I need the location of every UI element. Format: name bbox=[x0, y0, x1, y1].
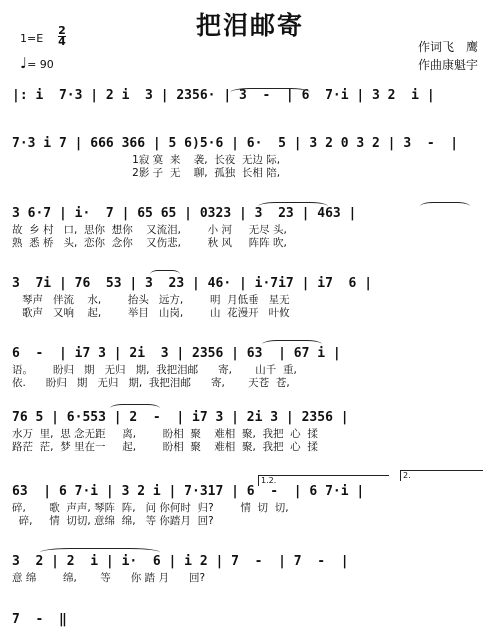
slur-6 bbox=[110, 404, 160, 413]
score-line-8 bbox=[12, 554, 490, 585]
lyric-3a: 故 乡 村 口, 思你 想你 又流泪, 小 河 无尽 头, bbox=[12, 224, 287, 236]
tempo-mark bbox=[20, 54, 54, 72]
key-label: 1=E bbox=[20, 32, 44, 45]
slur-3 bbox=[420, 202, 470, 211]
composer-credit: 作曲康魁宇 bbox=[417, 58, 478, 72]
time-bottom: 4 bbox=[58, 35, 66, 48]
score-line-7 bbox=[12, 484, 490, 528]
lyric-5a: 语。 盼归 期 无归 期, 我把泪邮 寄, 山千 重, bbox=[12, 364, 297, 376]
slur-7 bbox=[40, 548, 160, 557]
slur-5 bbox=[262, 340, 322, 349]
lyric-6b: 路茫 茫, 梦 里在一 起, 盼相 聚 难相 聚, 我把 心 揉 bbox=[12, 441, 318, 453]
notes-line-2: 7·3 i 7 | 666 366 | 5 6)5·6 | 6· 5 | 3 2 0 3 2 | 3 - | bbox=[12, 136, 459, 151]
tempo-value: = 90 bbox=[27, 58, 54, 71]
score-line-2 bbox=[12, 136, 490, 180]
lyric-2a: 1寂 寞 来 袭, 长夜 无边 际, bbox=[12, 154, 281, 166]
lyric-7b: 碎, 情 切切, 意绵 绵, 等 你踏月 回? bbox=[12, 515, 214, 527]
score-line-4 bbox=[12, 276, 490, 320]
time-signature bbox=[58, 26, 66, 47]
slur-1 bbox=[230, 88, 310, 97]
slur-4 bbox=[150, 270, 180, 279]
score-line-5 bbox=[12, 346, 490, 390]
notes-line-5: 6 - | i7 3 | 2i 3 | 2356 | 63 | 67 i | bbox=[12, 346, 341, 361]
notes-line-8: 3 2 | 2 i | i· 6 | i 2 | 7 - | 7 - | bbox=[12, 554, 349, 569]
lyric-6a: 水万 里, 思 念无距 离, 盼相 聚 难相 聚, 我把 心 揉 bbox=[12, 428, 318, 440]
score-line-9 bbox=[12, 612, 490, 630]
score-line-6 bbox=[12, 410, 490, 454]
volta-first-ending: 1.2. bbox=[258, 475, 389, 486]
lyric-5b: 依. 盼归 期 无归 期, 我把泪邮 寄, 天苍 苍, bbox=[12, 377, 290, 389]
song-title: 把泪邮寄 bbox=[195, 11, 304, 40]
slur-2 bbox=[258, 202, 328, 211]
notes-line-4: 3 7i | 76 53 | 3 23 | 46· | i·7i7 | i7 6 | bbox=[12, 276, 373, 291]
notes-line-9: 7 - ‖ bbox=[12, 612, 67, 627]
lyric-2b: 2影 子 无 聊, 孤独 长相 陪, bbox=[12, 167, 281, 179]
quarter-note-icon: ♩ bbox=[20, 54, 28, 72]
notes-line-7: 63 | 6 7·i | 3 2 i | 7·317 | 6 - | 6 7·i | bbox=[12, 484, 365, 499]
notes-line-1: |: i 7·3 | 2 i 3 | 2356· | 3 - | 6 7·i | 3 2 i | bbox=[12, 88, 435, 103]
lyric-3b: 熟 悉 桥 头, 恋你 念你 又伤悲, 秋 风 阵阵 吹, bbox=[12, 237, 287, 249]
notes-line-3: 3 6·7 | i· 7 | 65 65 | 0323 | 3 23 | 463 | bbox=[12, 206, 357, 221]
time-top: 2 bbox=[58, 24, 66, 37]
lyric-4a: 琴声 伴流 水, 抬头 远方, 明 月低垂 星无 bbox=[12, 294, 290, 306]
notes-line-6: 76 5 | 6·553 | 2 - | i7 3 | 2i 3 | 2356 | bbox=[12, 410, 349, 425]
lyric-7a: 碎, 歌 声声, 琴阵 阵, 问 你何时 归? 情 切 切, bbox=[12, 502, 289, 514]
lyricist-credit: 作词飞 鹰 bbox=[417, 40, 478, 54]
lyric-4b: 歌声 又响 起, 举目 山岗, 山 花漫开 叶攸 bbox=[12, 307, 290, 319]
score-line-3 bbox=[12, 206, 490, 250]
volta-second-ending: 2. bbox=[400, 470, 483, 481]
key-signature bbox=[20, 32, 43, 45]
lyric-8a: 意 绵 绵, 等 你 踏 月 回? bbox=[12, 572, 206, 584]
